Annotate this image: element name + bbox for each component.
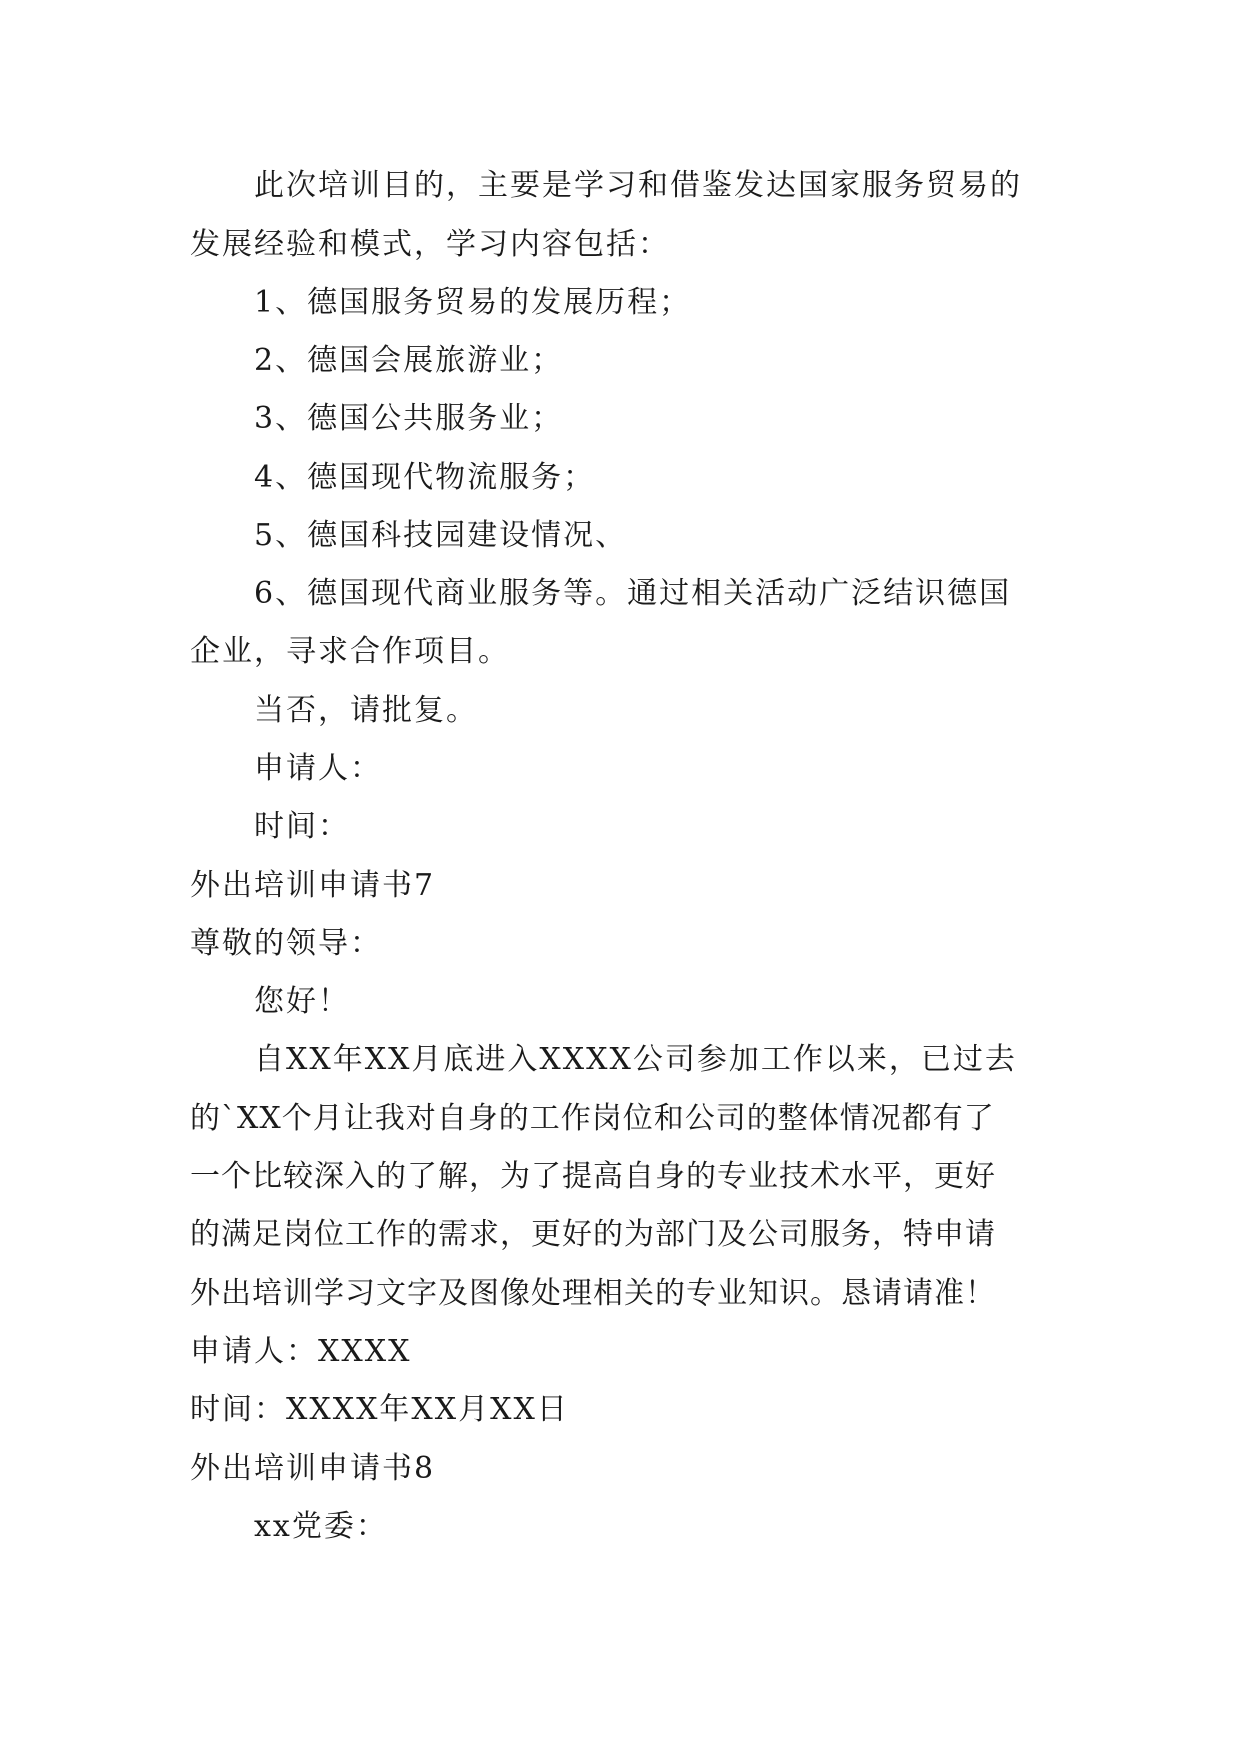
paragraph-line: 一个比较深入的了解，为了提高自身的专业技术水平，更好 [190, 1159, 996, 1194]
paragraph-line: 的`XX个月让我对自身的工作岗位和公司的整体情况都有了 [190, 1101, 995, 1136]
list-item: 1、德国服务贸易的发展历程； [254, 285, 692, 320]
paragraph-line: 企业，寻求合作项目。 [190, 634, 510, 669]
paragraph-line: 此次培训目的，主要是学习和借鉴发达国家服务贸易的 [254, 168, 1022, 203]
list-item: 6、德国现代商业服务等。通过相关活动广泛结识德国 [254, 576, 1012, 611]
greeting: 您好！ [254, 984, 350, 1019]
section-title: 外出培训申请书8 [190, 1451, 436, 1486]
paragraph-line: 发展经验和模式，学习内容包括： [190, 227, 670, 262]
list-item: 4、德国现代物流服务； [254, 460, 596, 495]
paragraph-line: 自XX年XX月底进入XXXX公司参加工作以来，已过去 [254, 1042, 1017, 1077]
date-line: 时间：XXXX年XX月XX日 [190, 1392, 569, 1427]
addressee: xx党委： [254, 1509, 388, 1544]
paragraph-line: 的满足岗位工作的需求，更好的为部门及公司服务，特申请 [190, 1217, 996, 1252]
section-title: 外出培训申请书7 [190, 868, 436, 903]
salutation: 尊敬的领导： [190, 926, 382, 961]
applicant-line: 申请人：XXXX [190, 1334, 412, 1369]
list-item: 5、德国科技园建设情况、 [254, 518, 628, 553]
paragraph-line: 当否，请批复。 [254, 693, 478, 728]
applicant-label: 申请人： [254, 751, 382, 786]
list-item: 2、德国会展旅游业； [254, 343, 564, 378]
paragraph-line: 外出培训学习文字及图像处理相关的专业知识。恳请请准！ [190, 1276, 996, 1311]
list-item: 3、德国公共服务业； [254, 401, 564, 436]
time-label: 时间： [254, 809, 350, 844]
